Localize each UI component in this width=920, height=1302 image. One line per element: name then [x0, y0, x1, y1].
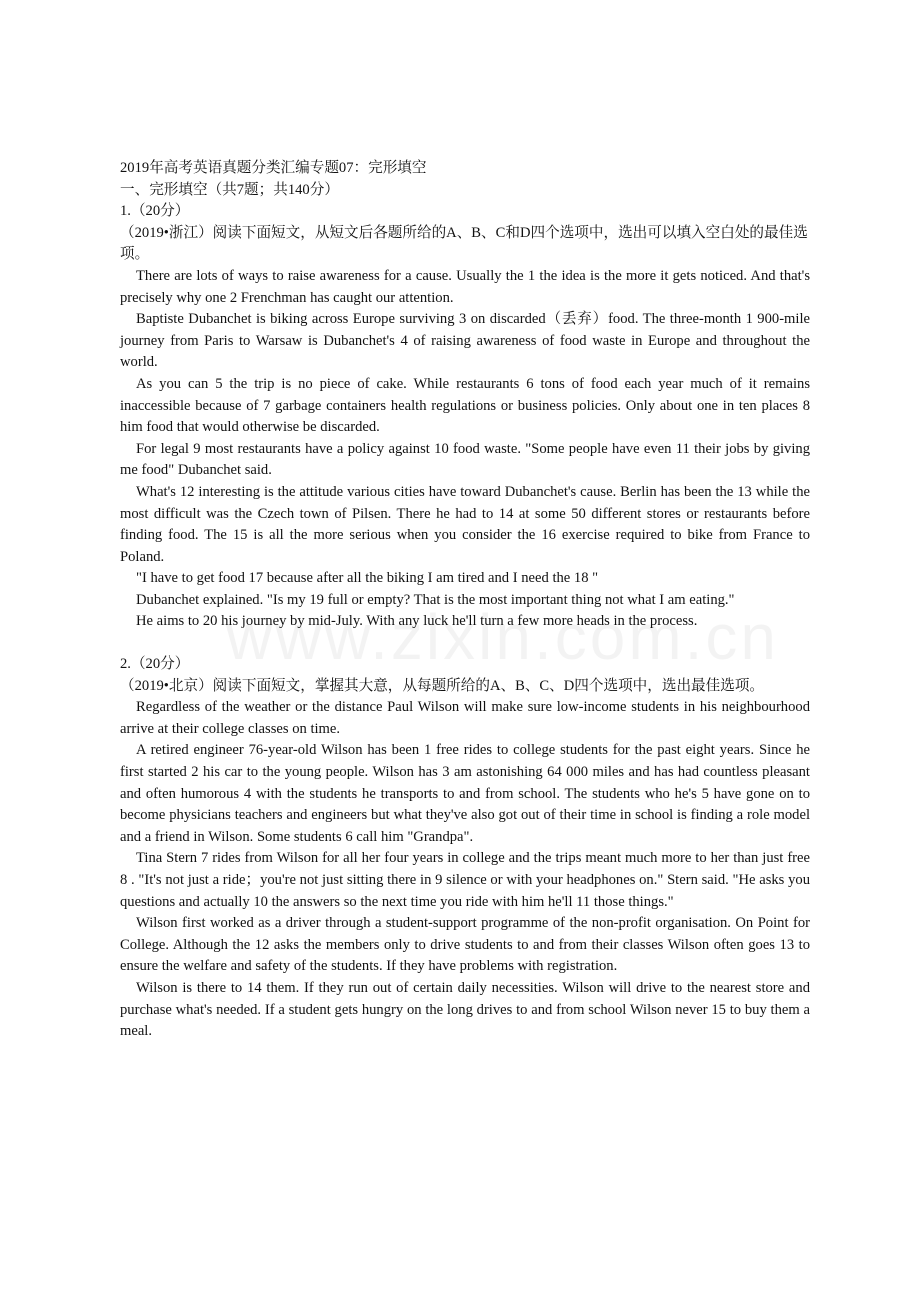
passage-paragraph: For legal 9 most restaurants have a policy against 10 food waste. "Some people have even 11 their jobs by giving me food" Dubanchet said. — [120, 440, 810, 479]
passage-paragraph: Wilson is there to 14 them. If they run out of certain daily necessities. Wilson will drive to the nearest store and purchase what's needed. If a student gets hungry on the long drives to and from school Wilson never 15 to buy them a meal. — [120, 979, 810, 1040]
question-1-passage — [120, 266, 810, 633]
document-page — [120, 158, 810, 1043]
passage-paragraph: Regardless of the weather or the distance Paul Wilson will make sure low-income students in his neighbourhood arrive at their college classes on time. — [120, 699, 810, 737]
passage-paragraph: What's 12 interesting is the attitude various cities have toward Dubanchet's cause. Berlin has been the 13 while the most difficult was the Czech town of Pilsen. There he had to 14 at some 50 different stores or restaurants before finding food. The 15 is all the more serious when you consider the 16 exercise required to bike from France to Poland. — [120, 483, 810, 565]
passage-paragraph: "I have to get food 17 because after all the biking I am tired and I need the 18 " — [136, 570, 599, 587]
question-1-instructions: （2019•浙江）阅读下面短文，从短文后各题所给的A、B、C和D四个选项中，选出可以填入空白处的最佳选项。 — [120, 224, 808, 263]
spacer — [120, 633, 810, 654]
question-2-heading: 2.（20分） — [120, 656, 190, 673]
section-heading: 一、完形填空（共7题；共140分） — [120, 181, 339, 198]
passage-paragraph: Baptiste Dubanchet is biking across Europe surviving 3 on discarded（丢弃）food. The three-month 1 900-mile journey from Paris to Warsaw is Dubanchet's 4 of raising awareness of food waste in Europe and throughout the world. — [120, 311, 810, 371]
document-title: 2019年高考英语真题分类汇编专题07：完形填空 — [120, 160, 427, 176]
question-2-instructions: （2019•北京）阅读下面短文，掌握其大意，从每题所给的A、B、C、D四个选项中，选出最佳选项。 — [120, 677, 765, 694]
passage-paragraph: Wilson first worked as a driver through a student-support programme of the non-profit organisation. On Point for College. Although the 12 asks the members only to drive students to and from their classes Wilson often goes 13 to ensure the welfare and safety of the students. If they have problems with registration. — [120, 915, 810, 975]
passage-paragraph: Dubanchet explained. "Is my 19 full or empty? That is the most important thing not what I am eating." — [136, 591, 735, 608]
passage-paragraph: He aims to 20 his journey by mid-July. With any luck he'll turn a few more heads in the process. — [136, 613, 698, 630]
passage-paragraph: A retired engineer 76-year-old Wilson has been 1 free rides to college students for the past eight years. Since he first started 2 his car to the young people. Wilson has 3 am astonishing 64 000 miles and has had countless pleasant and often humorous 4 with the students he transports to and from school. The students who he's 5 have gone on to become physicians teachers and engineers but what they've also got out of their time in school is finding a role model and a friend in Wilson. Some students 6 call him "Grandpa". — [120, 742, 810, 845]
passage-paragraph: There are lots of ways to raise awareness for a cause. Usually the 1 the idea is the more it gets noticed. And that's precisely why one 2 Frenchman has caught our attention. — [120, 267, 810, 306]
passage-paragraph: Tina Stern 7 rides from Wilson for all her four years in college and the trips meant much more to her than just free 8 . "It's not just a ride；you're not just sitting there in 9 silence or with your headphones on." Stern said. "He asks you questions and actually 10 the answers so the next time you ride with him he'll 11 those things." — [120, 850, 810, 910]
passage-paragraph: As you can 5 the trip is no piece of cake. While restaurants 6 tons of food each year much of it remains inaccessible because of 7 garbage containers health regulations or business policies. Only about one in ten places 8 him food that would otherwise be discarded. — [120, 375, 810, 436]
question-2-passage — [120, 697, 810, 1043]
question-1-heading: 1.（20分） — [120, 203, 190, 220]
